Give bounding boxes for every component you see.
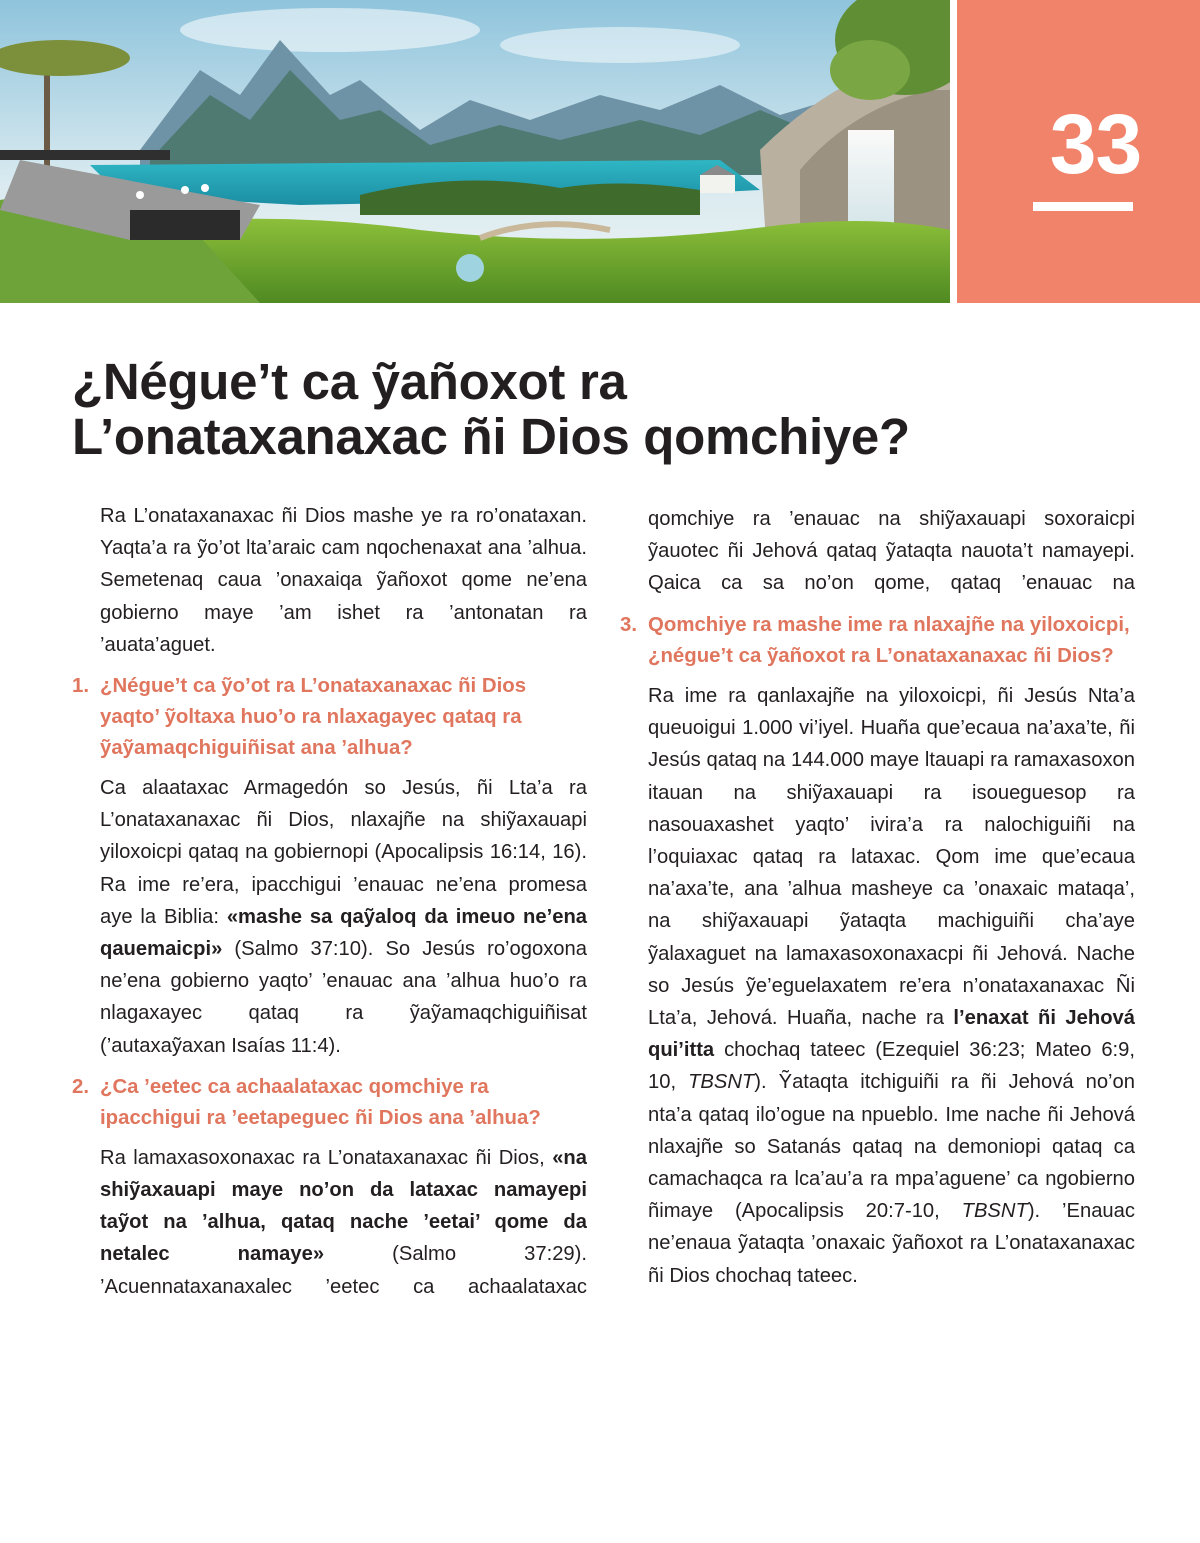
question-3 <box>620 610 1135 672</box>
left-column <box>72 500 587 1300</box>
question-1 <box>72 671 587 764</box>
lesson-badge <box>957 0 1200 303</box>
answer-3-text-d: ). ’Enauac ne’enaua ỹataqta ’onaxaic ỹañoxot ra L’onataxanaxac ñi Dios chochaq tateec. <box>648 1200 1135 1287</box>
answer-3-bold-phrase: l’enaxat ñi Jehová qui’itta <box>648 1007 1135 1062</box>
lesson-number: 33 <box>1049 97 1142 191</box>
title-line-2: L’onataxanaxac ñi Dios qomchiye? <box>72 408 910 465</box>
answer-1-text-b: (Salmo 37:10). So Jesús ro’ogoxona ne’ena gobierno yaqto’ ’enauac ana ’alhua huo’o ra nlagaxayec qataq ra ỹaỹamaqchiguiñisat (’autaxaỹaxan Isaías 11:4). <box>100 938 587 1057</box>
question-3-number: 3. <box>620 614 638 636</box>
page-title <box>72 354 1112 464</box>
answer-2-continued <box>620 500 1135 596</box>
hero-illustration <box>0 0 950 303</box>
answer-3-text-c: ). Ỹataqta itchiguiñi ra ñi Jehová no’on nta’a qataq ilo’ogue na npueblo. Ime nache ñi Jehová nlaxajñe so Satanás qataq na demoniopi qataq ca camachaqca ra lca’au’a ra mpa’aguene’ ca ngobierno ñimaye (Apocalipsis 20:7-10, <box>648 1071 1135 1223</box>
lesson-underline <box>1033 202 1133 211</box>
answer-3-text-b: chochaq tateec (Ezequiel 36:23; Mateo 6:9, 10, <box>648 1039 1135 1094</box>
answer-2-text-b: (Salmo 37:29). ’Acuennataxanaxalec ’eetec ca achaalataxac <box>100 1243 587 1298</box>
title-line-1: ¿Négue’t ca ỹañoxot ra <box>72 353 627 410</box>
answer-3-italic-1: TBSNT <box>688 1071 755 1094</box>
question-2 <box>72 1072 587 1134</box>
landscape-image <box>0 0 950 303</box>
answer-2-text-a: Ra lamaxasoxonaxac ra L’onataxanaxac ñi Dios, <box>100 1146 553 1169</box>
answer-1-text-a: Ca alaataxac Armagedón so Jesús, ñi Lta’a ra L’onataxanaxac ñi Dios, nlaxajñe na shiỹaxauapi yiloxoicpi qataq na gobiernopi (Apocalipsis 16:14, 16). Ra ime re’era, ipacchigui ’enauac ne’ena promesa aye la Biblia: <box>100 777 587 928</box>
answer-2-paragraph <box>72 1142 587 1300</box>
answer-3-italic-2: TBSNT <box>961 1200 1028 1223</box>
question-2-text: ¿Ca ’eetec ca achaalataxac qomchiye ra ipacchigui ra ’eetapeguec ñi Dios ana ’alhua? <box>100 1075 541 1129</box>
answer-2-continued-text <box>648 500 1135 596</box>
right-column <box>620 500 1135 1292</box>
question-1-number: 1. <box>72 675 90 698</box>
intro-paragraph: Ra L’onataxanaxac ñi Dios mashe ye ra ro’onataxan. Yaqta’a ra ỹo’ot lta’araic cam nqochenaxat ana ’alhua. Semetenaq caua ’onaxaiqa ỹañoxot qome ne’ena gobierno maye ’am ishet ra ’antonatan ra ’auata’aguet. <box>100 505 587 656</box>
answer-2-repeat-b: qomchiye ra ’enauac na shiỹaxauapi soxoraicpi ỹauotec ñi Jehová qataq ỹataqta nauota’t namayepi. Qaica ca sa no’on qome, qataq ’enauac na <box>648 508 1135 595</box>
question-3-text: Qomchiye ra mashe ime ra nlaxajñe na yiloxoicpi, ¿négue’t ca ỹañoxot ra L’onataxanaxac ñi Dios? <box>648 614 1130 667</box>
question-1-text: ¿Négue’t ca ỹo’ot ra L’onataxanaxac ñi Dios yaqto’ ỹoltaxa huo’o ra nlaxagayec qataq ra ỹaỹamaqchiguiñisat ana ’alhua? <box>100 675 527 760</box>
answer-1-bold-quote: «mashe sa qaỹaloq da imeuo ne’ena qauemaicpi» <box>100 905 588 961</box>
answer-1-paragraph <box>72 772 587 1062</box>
answer-2-bold-quote: «na shiỹaxauapi maye no’on da lataxac namayepi taỹot na ’alhua, qataq nache ’eetai’ qome da netalec namaye» <box>100 1146 587 1266</box>
answer-3-paragraph <box>620 680 1135 1292</box>
question-2-number: 2. <box>72 1075 90 1098</box>
answer-3-text-a: Ra ime ra qanlaxajñe na yiloxoicpi, ñi Jesús Nta’a queuoigui 1.000 vi’iyel. Huaña que’ecaua na’axa’te, ñi Jesús qataq na 144.000 maye ltauapi ra ramaxasoxon itauan na shiỹaxauapi ra isoueguesop ra nasouaxashet yaqto’ ivira’a ra nalochiguiñi na l’oquiaxac qataq ra lataxac. Qom ime que’ecaua na’axa’te, ana ’alhua masheye ca ’onaxaic mataqa’, na shiỹaxauapi ỹataqta machiguiñi cha’aye ỹalaxaguet na lamaxasoxonaxacpi ñi Jehová. Nache so Jesús ỹe’eguelaxatem re’era n’onataxanaxac Ñi Lta’a, Jehová. Huaña, nache ra <box>648 685 1135 1030</box>
